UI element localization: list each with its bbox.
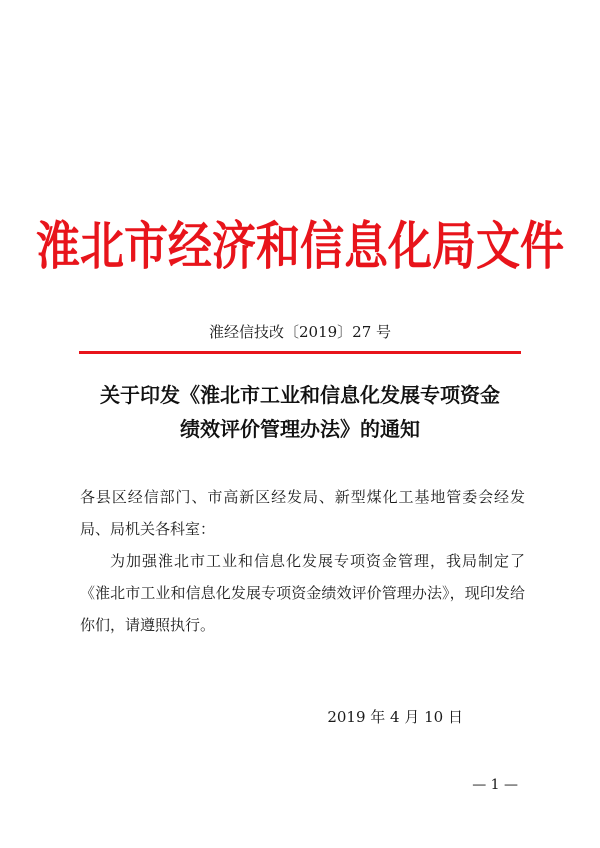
page-number: — 1 — [472,777,518,793]
addressee-paragraph: 各县区经信部门、市高新区经发局、新型煤化工基地管委会经发局、局机关各科室： [80,488,525,538]
red-separator-line [79,351,521,354]
document-number: 淮经信技改〔2019〕27 号 [208,323,392,341]
body-paragraph: 为加强淮北市工业和信息化发展专项资金管理，我局制定了《淮北市工业和信息化发展专项资金绩效评价管理办法》，现印发给你们，请遵照执行。 [80,552,525,634]
notice-title-line-1: 关于印发《淮北市工业和信息化发展专项资金 [100,383,500,407]
notice-title [70,378,530,446]
issuing-authority-header: 淮北市经济和信息化局文件 [36,216,564,277]
issue-date: 2019 年 4 月 10 日 [327,708,463,726]
notice-title-line-2: 绩效评价管理办法》的通知 [180,417,420,441]
